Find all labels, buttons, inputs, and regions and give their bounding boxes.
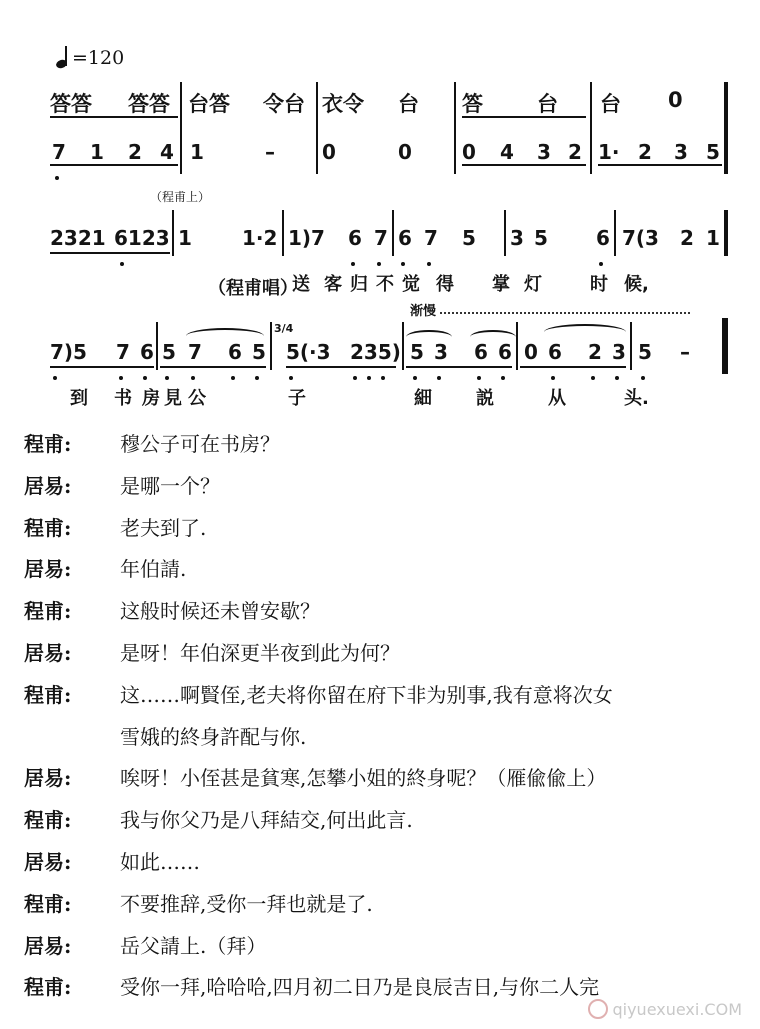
octave-dot <box>377 262 381 266</box>
notation-cell: 答答 <box>50 92 92 116</box>
speaker-label: 居易: <box>24 474 72 498</box>
underline <box>50 366 154 368</box>
lyric-char: 从 <box>548 388 566 409</box>
dialogue-line <box>24 470 744 499</box>
notation-cell: 台 <box>600 92 621 116</box>
underline <box>50 164 178 166</box>
stage-direction: （程甫上） <box>150 190 211 204</box>
lyric-char: 到 <box>70 388 88 409</box>
notation-cell: – <box>680 340 690 364</box>
barline <box>590 82 592 174</box>
speaker-label: 程甫: <box>24 599 72 623</box>
barline <box>516 322 518 370</box>
notation-cell: 6 <box>398 226 412 250</box>
notation-cell: 5 <box>706 140 720 164</box>
dialogue-text: 受你一拜,哈哈哈,四月初二日乃是良辰吉日,与你二人完 <box>120 975 600 999</box>
dialogue-text: 我与你父乃是八拜結交,何出此言. <box>120 808 413 832</box>
notation-cell: 4 <box>500 140 514 164</box>
lyric-char: 子 <box>288 388 306 409</box>
octave-dot <box>367 376 371 380</box>
lyric-char: 掌 <box>492 274 510 295</box>
dialogue-line <box>24 888 744 917</box>
octave-dot <box>427 262 431 266</box>
notation-cell: 2 <box>588 340 602 364</box>
dialogue-text: 老夫到了. <box>120 516 207 540</box>
notation-cell: 3 <box>674 140 688 164</box>
notation-row-1 <box>0 140 760 180</box>
dialogue-line <box>24 637 744 666</box>
notation-cell: 5 <box>534 226 548 250</box>
percussion-row <box>0 88 760 118</box>
speaker-label: 居易: <box>24 766 72 790</box>
slur <box>470 330 516 344</box>
quarter-note-icon <box>56 46 70 68</box>
octave-dot <box>551 376 555 380</box>
notation-cell: 0 <box>398 140 412 164</box>
barline <box>156 322 158 370</box>
notation-cell: 6 <box>498 340 512 364</box>
notation-cell: 3 <box>537 140 551 164</box>
notation-cell: 台 <box>398 92 419 116</box>
dialogue-text: 这般时候还未曾安歇？ <box>120 599 320 623</box>
lyric-char: 时 <box>590 274 608 295</box>
dialogue-text: 不要推辞,受你一拜也就是了. <box>120 892 373 916</box>
speaker-label: 程甫: <box>24 683 72 707</box>
lyric-char: 得 <box>436 274 454 295</box>
lyric-char: 説 <box>476 388 494 409</box>
dialogue-line <box>24 721 744 750</box>
dialogue-text: 年伯請. <box>120 557 187 581</box>
notation-cell: 2321 <box>50 226 106 250</box>
octave-dot <box>641 376 645 380</box>
notation-cell: 4 <box>160 140 174 164</box>
notation-cell: 令台 <box>263 92 305 116</box>
notation-cell: 5 <box>638 340 652 364</box>
lyric-char: 候, <box>624 274 649 295</box>
dialogue-line <box>24 804 744 833</box>
notation-cell: 2 <box>568 140 582 164</box>
notation-cell: 1·2 <box>242 226 278 250</box>
dialogue-line <box>24 679 744 708</box>
dialogue-line <box>24 595 744 624</box>
dialogue-line <box>24 428 744 457</box>
notation-cell: 6123 <box>114 226 170 250</box>
barline <box>614 210 616 256</box>
barline <box>172 210 174 256</box>
speaker-label: 程甫: <box>24 432 72 456</box>
octave-dot <box>437 376 441 380</box>
octave-dot <box>599 262 603 266</box>
notation-cell: 1)7 <box>288 226 325 250</box>
octave-dot <box>165 376 169 380</box>
dialogue-text: 唉呀！小侄甚是貧寒,怎攀小姐的終身呢？（雁偸偸上） <box>120 766 607 790</box>
lyric-char: 公 <box>188 388 206 409</box>
logo-icon <box>588 999 608 1019</box>
barline-end <box>724 210 728 256</box>
dialogue-text: 如此…… <box>120 850 200 874</box>
notation-cell: 0 <box>462 140 476 164</box>
lyric-char: 房 <box>142 388 160 409</box>
underline <box>160 366 266 368</box>
notation-cell: 7 <box>424 226 438 250</box>
barline <box>316 82 318 174</box>
notation-cell: 5(·3 <box>286 340 331 364</box>
notation-cell: 2 <box>638 140 652 164</box>
octave-dot <box>501 376 505 380</box>
notation-cell: 6 <box>228 340 242 364</box>
octave-dot <box>413 376 417 380</box>
slur <box>186 328 264 344</box>
notation-cell: 衣令 <box>322 92 364 116</box>
notation-cell: – <box>265 140 275 164</box>
octave-dot <box>191 376 195 380</box>
notation-cell: 7 <box>188 340 202 364</box>
octave-dot <box>55 176 59 180</box>
lyric-char: 客 <box>324 274 342 295</box>
underline <box>50 252 170 254</box>
dialogue-text: 岳父請上.（拜） <box>120 934 267 958</box>
underline <box>462 164 586 166</box>
octave-dot <box>615 376 619 380</box>
dialogue-text: 雪娥的終身許配与你. <box>120 725 307 749</box>
octave-dot <box>53 376 57 380</box>
notation-cell: 台 <box>537 92 558 116</box>
notation-cell: 7(3 <box>622 226 659 250</box>
singer-direction: （程甫唱） <box>208 278 298 299</box>
barline <box>180 82 182 174</box>
lyric-char: 归 <box>350 274 368 295</box>
underline <box>462 116 586 118</box>
lyric-char: 书 <box>114 388 132 409</box>
notation-cell: 235) <box>350 340 401 364</box>
dialogue-text: 是哪一个？ <box>120 474 220 498</box>
ritardando-line <box>440 312 690 314</box>
dialogue-line <box>24 762 744 791</box>
notation-cell: 3 <box>612 340 626 364</box>
watermark-text: qiyuexuexi.COM <box>612 1000 742 1019</box>
notation-cell: 台答 <box>188 92 230 116</box>
notation-cell: 3 <box>434 340 448 364</box>
barline <box>282 210 284 256</box>
notation-cell: 6 <box>596 226 610 250</box>
notation-cell: 0 <box>668 88 683 112</box>
octave-dot <box>381 376 385 380</box>
notation-cell: 1 <box>178 226 192 250</box>
notation-cell: 答答 <box>128 92 170 116</box>
notation-cell: 7 <box>374 226 388 250</box>
octave-dot <box>120 262 124 266</box>
notation-cell: 1 <box>706 226 720 250</box>
barline <box>504 210 506 256</box>
speaker-label: 居易: <box>24 850 72 874</box>
speaker-label: 居易: <box>24 557 72 581</box>
dialogue-line <box>24 971 744 1000</box>
notation-cell: 2 <box>128 140 142 164</box>
underline <box>406 366 512 368</box>
octave-dot <box>119 376 123 380</box>
slur <box>406 330 452 344</box>
notation-cell: 0 <box>524 340 538 364</box>
barline <box>270 322 272 370</box>
underline <box>598 164 722 166</box>
octave-dot <box>289 376 293 380</box>
octave-dot <box>591 376 595 380</box>
octave-dot <box>351 262 355 266</box>
notation-cell: 7 <box>52 140 66 164</box>
watermark <box>588 999 742 1019</box>
notation-cell: 3 <box>510 226 524 250</box>
notation-cell: 5 <box>252 340 266 364</box>
speaker-label: 程甫: <box>24 808 72 832</box>
barline-end <box>724 82 728 174</box>
dialogue-line <box>24 930 744 959</box>
ritardando-mark: 渐慢 <box>410 304 437 319</box>
lyric-char: 灯 <box>524 274 542 295</box>
tempo-value: =120 <box>72 47 125 69</box>
lyric-char: 送 <box>292 274 310 295</box>
lyric-char: 觉 <box>402 274 420 295</box>
speaker-label: 程甫: <box>24 975 72 999</box>
notation-cell: 5 <box>162 340 176 364</box>
barline <box>392 210 394 256</box>
dialogue-text: 是呀！年伯深更半夜到此为何？ <box>120 641 400 665</box>
notation-cell: 7 <box>116 340 130 364</box>
octave-dot <box>401 262 405 266</box>
speaker-label: 程甫: <box>24 892 72 916</box>
underline <box>286 366 396 368</box>
notation-cell: 6 <box>474 340 488 364</box>
lyric-char: 細 <box>414 388 432 409</box>
notation-cell: 5 <box>462 226 476 250</box>
octave-dot <box>477 376 481 380</box>
underline <box>50 116 178 118</box>
dialogue-text: 这……啊賢侄,老夫将你留在府下非为别事,我有意将次女 <box>120 683 613 707</box>
notation-cell: 7)5 <box>50 340 87 364</box>
barline <box>630 322 632 370</box>
tempo-marking <box>56 46 124 69</box>
barline <box>454 82 456 174</box>
notation-cell: 6 <box>140 340 154 364</box>
speaker-label: 程甫: <box>24 516 72 540</box>
speaker-label: 居易: <box>24 641 72 665</box>
barline <box>402 322 404 370</box>
lyric-char: 見 <box>164 388 182 409</box>
octave-dot <box>255 376 259 380</box>
notation-cell: 答 <box>462 92 483 116</box>
notation-cell: 5 <box>410 340 424 364</box>
notation-cell: 1· <box>598 140 620 164</box>
slur <box>544 324 626 340</box>
octave-dot <box>353 376 357 380</box>
dialogue-line <box>24 846 744 875</box>
notation-cell: 6 <box>348 226 362 250</box>
dialogue-line <box>24 512 744 541</box>
octave-dot <box>231 376 235 380</box>
lyric-char: 不 <box>376 274 394 295</box>
dialogue-line <box>24 553 744 582</box>
underline <box>520 366 626 368</box>
octave-dot <box>143 376 147 380</box>
speaker-label: 居易: <box>24 934 72 958</box>
notation-cell: 0 <box>322 140 336 164</box>
final-barline <box>722 318 728 374</box>
notation-cell: 2 <box>680 226 694 250</box>
lyric-char: 头. <box>624 388 649 409</box>
notation-cell: 6 <box>548 340 562 364</box>
notation-cell: 1 <box>90 140 104 164</box>
notation-cell: 1 <box>190 140 204 164</box>
dialogue-text: 穆公子可在书房？ <box>120 432 280 456</box>
time-signature: 3/4 <box>274 322 294 335</box>
